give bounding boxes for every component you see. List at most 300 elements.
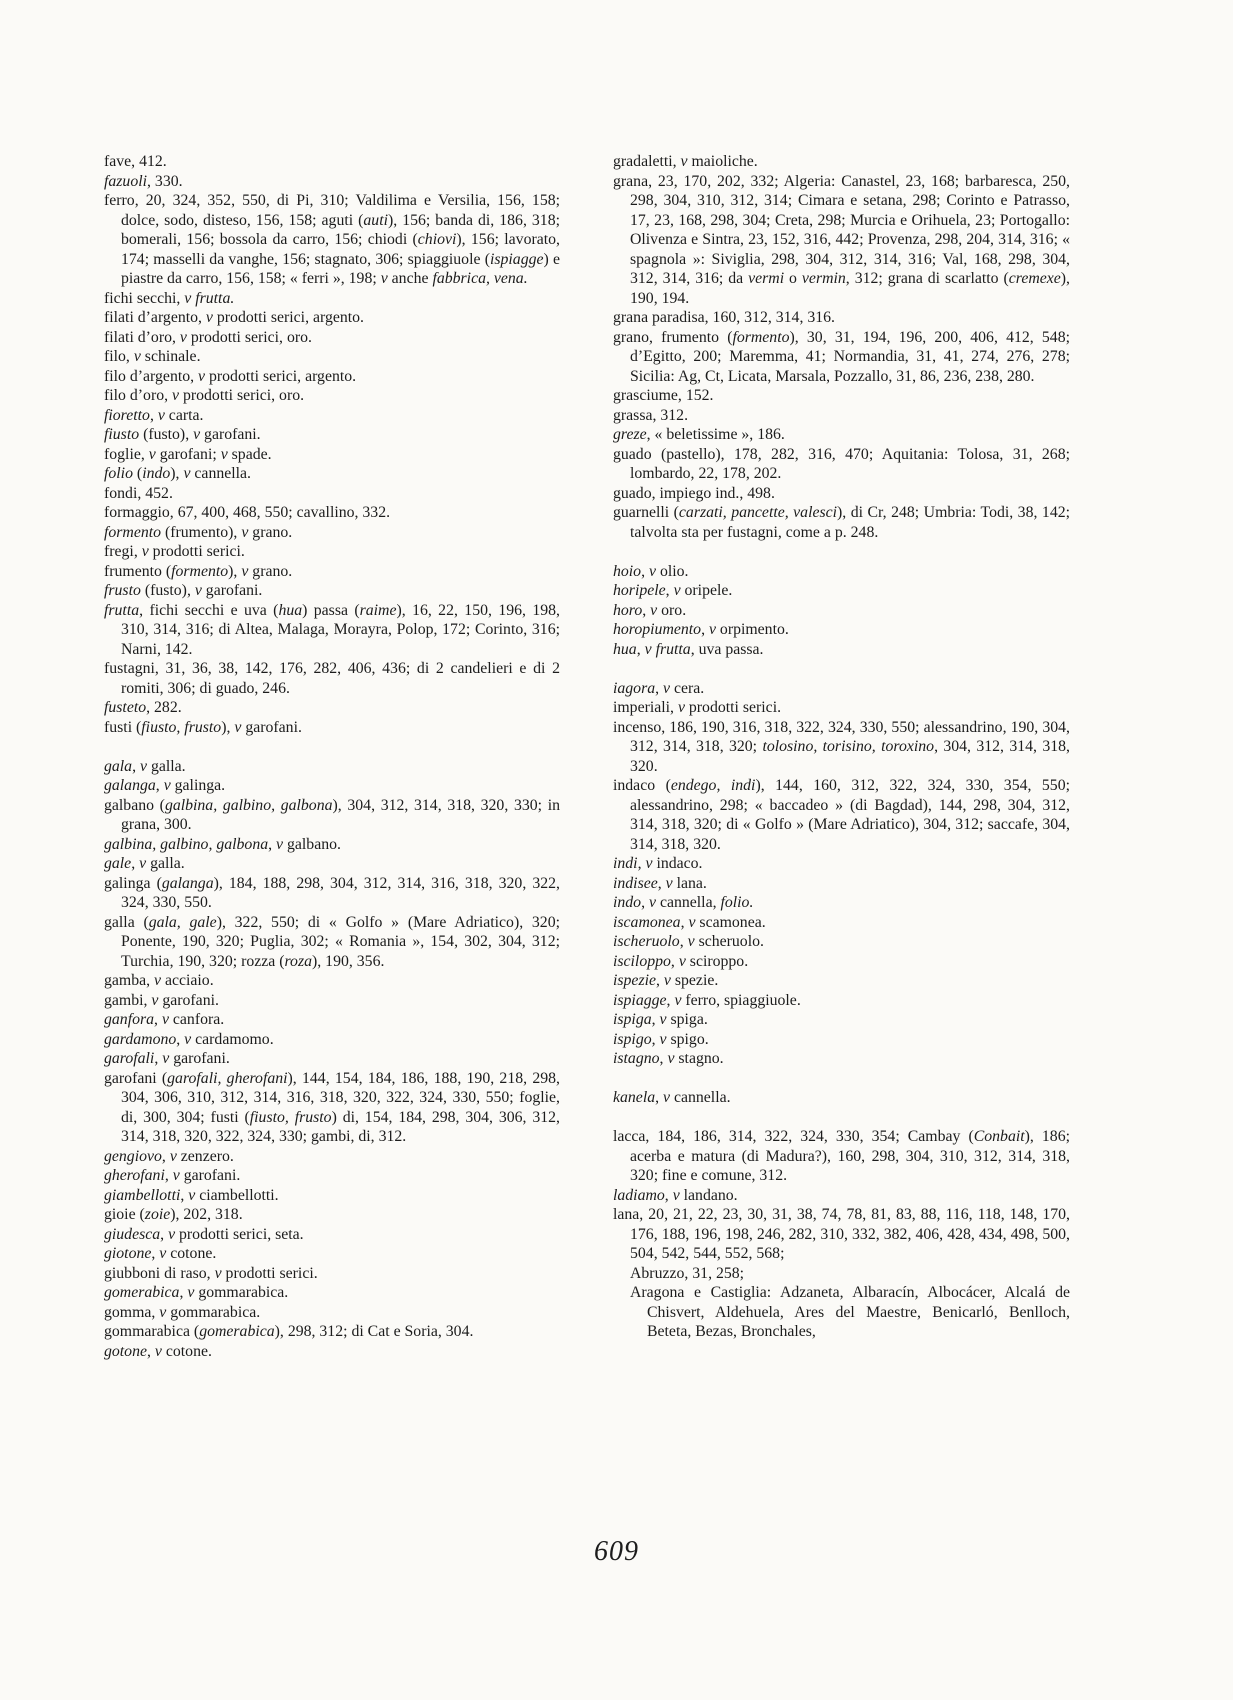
- index-text: ,: [160, 1225, 169, 1243]
- index-entry: [104, 152, 560, 172]
- index-text: o: [784, 270, 802, 287]
- index-term-italic: chiovi: [417, 231, 457, 248]
- index-entry: [613, 893, 1070, 913]
- index-text: canfora.: [168, 1011, 225, 1028]
- index-term-italic: v: [220, 445, 228, 463]
- index-text: ,: [655, 679, 664, 697]
- index-term-italic: gherofani: [104, 1167, 165, 1184]
- index-text: ,: [664, 1186, 673, 1204]
- index-term-italic: gotone: [104, 1342, 147, 1360]
- index-entry: [104, 1030, 560, 1050]
- index-text: ), di Cr, 248; Umbria: Todi, 38, 142; talvolta sta per fustagni, come a p. 248.: [630, 504, 1071, 541]
- index-term-italic: gengiovo: [104, 1147, 162, 1165]
- index-term-italic: ispiagge: [613, 991, 667, 1009]
- index-entry: [613, 1127, 1070, 1186]
- index-term-italic: kanela: [613, 1089, 656, 1106]
- index-text: garofani.: [158, 991, 219, 1009]
- index-text: ), 144, 154, 184, 186, 188, 190, 218, 298, 304, 306, 310, 312, 314, 316, 318, 320, 322, 324, 330, 550; foglie, di, 300, 304; fusti (: [121, 1069, 560, 1126]
- index-term-italic: v: [159, 1303, 167, 1321]
- index-term-italic: indisee: [613, 874, 658, 892]
- index-entry: [104, 1322, 560, 1342]
- index-term-italic: v: [159, 1245, 167, 1262]
- index-text: ,: [665, 582, 674, 599]
- index-text: lana.: [672, 874, 707, 892]
- index-term-italic: galbina, galbino, galbona: [164, 796, 333, 814]
- section-gap: [104, 737, 560, 757]
- index-entry: [104, 757, 560, 777]
- index-entry: [613, 172, 1070, 309]
- index-text: filati d’argento,: [104, 309, 206, 326]
- index-text: grassa, 312.: [613, 406, 689, 424]
- index-text: ), 144, 160, 312, 322, 324, 330, 354, 550; alessandrino, 298; « baccadeo » (di Bagdad), 144, 298, 304, 312, 314, 318, 320; di « Golfo » (Mare Adriatico), 304, 312; saccafe, 304, 314, 318, 320.: [630, 777, 1070, 853]
- index-text: schinale.: [140, 348, 201, 365]
- index-text: filo,: [104, 348, 134, 365]
- index-term-italic: v: [187, 1284, 195, 1301]
- index-term-italic: v frutta: [644, 640, 691, 658]
- index-text: prodotti serici, argento.: [205, 367, 357, 385]
- index-text: guado (pastello), 178, 282, 316, 470; Aquitania: Tolosa, 31, 268; lombardo, 22, 178, 202.: [613, 445, 1070, 482]
- index-text: ),: [170, 465, 184, 482]
- index-entry: [613, 1049, 1070, 1069]
- index-entry: [613, 152, 1070, 172]
- index-entry: [104, 406, 560, 426]
- index-text: carta.: [164, 406, 204, 424]
- index-text: prodotti serici, oro.: [186, 328, 312, 346]
- index-entry: [104, 445, 560, 465]
- page-number: 609: [594, 1536, 639, 1567]
- index-text: galla.: [146, 855, 185, 872]
- index-text: scamonea.: [695, 913, 766, 931]
- index-text: ), 322, 550; di « Golfo » (Mare Adriatico), 320; Ponente, 190, 320; Puglia, 302; « Romania », 154, 302, 304, 312; Turchia, 190, 320; rozza (: [121, 913, 560, 970]
- index-term-italic: gardamono: [104, 1030, 177, 1048]
- index-text: ), 190, 194.: [630, 270, 1071, 307]
- index-entry: [104, 1225, 560, 1245]
- index-term-italic: folio: [104, 465, 133, 482]
- index-text: giubboni di raso,: [104, 1264, 215, 1282]
- index-text: ferro, 20, 324, 352, 550, di Pi, 310; Valdilima e Versilia, 156, 158; dolce, sodo, disteso, 156, 158; aguti (: [104, 192, 560, 229]
- index-term-italic: auti: [363, 211, 388, 229]
- index-entry: [104, 308, 560, 328]
- index-term-italic: zoie: [144, 1206, 171, 1223]
- index-term-italic: v: [688, 913, 696, 931]
- index-term-italic: cremexe: [1008, 270, 1061, 287]
- index-text: ) e piastre da carro, 156, 158; « ferri », 198;: [121, 250, 560, 287]
- index-entry: [104, 542, 560, 562]
- index-text: ,: [151, 1245, 160, 1262]
- index-entry: [613, 484, 1070, 504]
- index-text: cannella,: [656, 894, 721, 911]
- index-text: ),: [228, 562, 242, 580]
- index-entry: [104, 991, 560, 1011]
- index-entry: [104, 1069, 560, 1147]
- index-term-italic: v frutta.: [184, 289, 235, 307]
- index-text: cannella.: [190, 465, 251, 482]
- index-text: anche: [387, 270, 433, 287]
- index-term-italic: gomerabica: [104, 1284, 180, 1301]
- index-entry: [104, 503, 560, 523]
- index-text: ,: [154, 1050, 163, 1067]
- index-entry: [613, 1283, 1070, 1342]
- index-text: ), 156; lavorato, 174; masselli da vanghe, 156; stagnato, 306; spiaggiuole (: [121, 231, 560, 268]
- index-term-italic: v: [650, 601, 658, 619]
- index-term-italic: ispezie: [613, 972, 656, 989]
- index-text: foglie,: [104, 445, 149, 463]
- index-term-italic: v: [672, 1186, 680, 1204]
- index-text: cardamomo.: [191, 1030, 274, 1048]
- index-term-italic: giotone: [104, 1245, 152, 1262]
- index-text: cotone.: [161, 1342, 212, 1360]
- index-text: ,: [641, 562, 649, 580]
- index-text: ), 304, 312, 314, 318, 320, 330; in grana, 300.: [121, 796, 560, 833]
- index-term-italic: v: [241, 523, 249, 541]
- index-text: ,: [149, 406, 158, 424]
- index-term-italic: formento: [732, 328, 790, 346]
- index-term-italic: v: [687, 933, 695, 950]
- index-text: ), 202, 318.: [170, 1206, 243, 1223]
- index-term-italic: gomerabica: [199, 1323, 275, 1340]
- index-entry: [104, 601, 560, 660]
- index-text: ), 16, 22, 150, 196, 198, 310, 314, 316; di Altea, Malaga, Morayra, Polop, 172; Corinto, 316; Narni, 142.: [121, 601, 560, 658]
- index-text: ferro, spiaggiuole.: [681, 991, 801, 1009]
- index-entry: [104, 328, 560, 348]
- index-term-italic: v: [276, 835, 284, 853]
- index-term-italic: horo: [613, 601, 643, 619]
- index-term-italic: horipele: [613, 582, 666, 599]
- index-term-italic: folio.: [720, 894, 754, 911]
- index-entry: [104, 1244, 560, 1264]
- index-term-italic: v: [663, 679, 671, 697]
- index-text: ,: [180, 1186, 189, 1204]
- index-text: ,: [656, 972, 664, 989]
- index-term-italic: hua: [278, 601, 303, 619]
- index-term-italic: roza: [284, 952, 313, 970]
- section-gap: [613, 1069, 1070, 1089]
- index-text: zenzero.: [176, 1147, 234, 1165]
- index-term-italic: gale: [104, 855, 132, 872]
- index-entry: [104, 191, 560, 289]
- index-term-italic: v: [179, 328, 187, 346]
- index-entry: [104, 386, 560, 406]
- index-text: prodotti serici.: [148, 543, 245, 560]
- index-entry: [613, 503, 1070, 542]
- index-text: ,: [666, 991, 675, 1009]
- index-text: maioliche.: [687, 153, 758, 170]
- index-term-italic: v: [139, 855, 147, 872]
- index-text: fichi secchi,: [104, 289, 185, 307]
- index-term-italic: v: [674, 991, 682, 1009]
- index-text: gommarabica (: [104, 1323, 200, 1340]
- index-text: garofani.: [201, 582, 263, 599]
- index-term-italic: v: [148, 445, 156, 463]
- index-entry: [613, 952, 1070, 972]
- index-entry: [613, 679, 1070, 699]
- index-text: incenso, 186, 190, 316, 318, 322, 324, 330, 550; alessandrino, 190, 304, 312, 314, 318, 320;: [613, 718, 1070, 755]
- index-entry: [613, 640, 1070, 660]
- index-entry: [104, 1147, 560, 1167]
- index-text: , fichi secchi e uva (: [139, 601, 279, 619]
- index-entry: [613, 1030, 1070, 1050]
- index-entry: [104, 796, 560, 835]
- index-entry: [613, 445, 1070, 484]
- index-term-italic: v: [172, 1167, 180, 1184]
- index-text: garofani.: [200, 426, 261, 443]
- index-text: ,: [670, 952, 679, 970]
- index-text: cotone.: [166, 1245, 217, 1262]
- index-text: gomma,: [104, 1303, 160, 1321]
- index-entry: [613, 562, 1070, 582]
- index-text: spade.: [227, 445, 272, 463]
- index-term-italic: giudesca: [104, 1225, 161, 1243]
- index-text: ,: [268, 835, 277, 853]
- index-text: orpimento.: [715, 621, 789, 638]
- index-text: ,: [659, 1050, 668, 1067]
- index-entry: [104, 854, 560, 874]
- index-text: galla (: [104, 913, 149, 931]
- index-text: lacca, 184, 186, 314, 322, 324, 330, 354; Cambay (: [613, 1128, 974, 1145]
- index-term-italic: hoio: [613, 562, 642, 580]
- index-term-italic: fabbrica, vena.: [432, 270, 528, 287]
- index-text: galla.: [147, 757, 186, 775]
- index-text: frumento (: [104, 562, 172, 580]
- index-term-italic: garofali, gherofani: [167, 1069, 288, 1087]
- index-text: stagno.: [674, 1050, 724, 1067]
- index-entry: [613, 913, 1070, 933]
- index-term-italic: v: [161, 1011, 169, 1028]
- index-term-italic: vermin: [801, 270, 846, 287]
- index-text: imperiali,: [613, 699, 678, 716]
- index-text: fave, 412.: [104, 153, 167, 170]
- index-text: cannella.: [670, 1089, 731, 1106]
- index-term-italic: v: [157, 406, 165, 424]
- index-text: , 312; grana di scarlatto (: [845, 270, 1009, 287]
- index-text: prodotti serici, argento.: [212, 309, 364, 326]
- index-text: ), 156; banda di, 186, 318; bomerali, 156; bossola da carro, 156; chiodi (: [121, 211, 560, 248]
- index-text: spigo.: [666, 1030, 709, 1048]
- index-text: garofani.: [169, 1050, 230, 1067]
- index-term-italic: v: [172, 387, 180, 404]
- index-entry: [104, 464, 560, 484]
- index-term-italic: v: [645, 855, 653, 872]
- index-entry: [104, 172, 560, 192]
- index-term-italic: indo: [613, 894, 642, 911]
- index-text: ), 30, 31, 194, 196, 200, 406, 412, 548; d’Egitto, 200; Maremma, 41; Normandia, 31, 41, 274, 276, 278; Sicilia: Ag, Ct, Licata, Marsala, Pozzallo, 31, 86, 236, 238, 280.: [630, 328, 1070, 385]
- index-text: grasciume, 152.: [613, 387, 714, 404]
- index-text: gradaletti,: [613, 153, 681, 170]
- index-text: ,: [155, 777, 164, 794]
- index-text: ), 298, 312; di Cat e Soria, 304.: [274, 1323, 474, 1340]
- index-text: Aragona e Castiglia: Adzaneta, Albaracín, Albocácer, Alcalá de Chisvert, Aldehuela, Ares del Maestre, Benicarló, Benlloch, Beteta, Bezas, Bronchales,: [630, 1284, 1070, 1340]
- index-term-italic: v: [659, 1011, 667, 1028]
- index-text: , uva passa.: [690, 640, 764, 658]
- index-term-italic: indo: [142, 465, 171, 482]
- index-term-italic: ischeruolo: [613, 933, 680, 950]
- index-term-italic: v: [659, 1030, 667, 1048]
- index-term-italic: garofali: [104, 1050, 155, 1067]
- index-entry: [613, 1264, 1070, 1284]
- index-term-italic: horopiumento: [613, 621, 702, 638]
- index-text: (fusto),: [139, 426, 194, 443]
- index-text: , « beletissime », 186.: [646, 426, 785, 443]
- index-term-italic: giambellotti: [104, 1186, 181, 1204]
- index-term-italic: gala: [104, 757, 133, 775]
- index-text: ), 190, 356.: [312, 952, 385, 970]
- index-text: ,: [655, 1089, 664, 1106]
- index-text: filo d’argento,: [104, 367, 199, 385]
- index-text: ,: [679, 933, 688, 950]
- index-text: grana paradisa, 160, 312, 314, 316.: [613, 309, 835, 326]
- index-entry: [613, 406, 1070, 426]
- index-text: ,: [680, 913, 689, 931]
- index-entry: [104, 562, 560, 582]
- index-term-italic: ganfora: [104, 1011, 155, 1028]
- index-text: grano.: [248, 562, 293, 580]
- index-entry: [104, 659, 560, 698]
- index-text: fusti (: [104, 718, 142, 736]
- index-text: formaggio, 67, 400, 468, 550; cavallino, 332.: [104, 504, 391, 521]
- index-entry: [613, 386, 1070, 406]
- index-term-italic: greze: [613, 426, 647, 443]
- index-text: landano.: [679, 1186, 738, 1204]
- index-text: lana, 20, 21, 22, 23, 30, 31, 38, 74, 78, 81, 83, 88, 116, 118, 148, 170, 176, 188, 196, 198, 246, 282, 310, 332, 382, 406, 428, 434, 498, 500, 504, 542, 544, 552, 568;: [613, 1206, 1070, 1262]
- index-term-italic: v: [140, 757, 148, 775]
- index-text: filo d’oro,: [104, 387, 173, 404]
- index-term-italic: v: [205, 309, 213, 326]
- index-term-italic: v: [665, 874, 673, 892]
- index-term-italic: frusto: [104, 582, 141, 599]
- index-text: ciambellotti.: [195, 1186, 279, 1204]
- index-entry: [104, 1342, 560, 1362]
- index-text: ,: [176, 1030, 185, 1048]
- index-entry: [104, 1049, 560, 1069]
- index-term-italic: v: [162, 1050, 170, 1067]
- index-entry: [104, 776, 560, 796]
- index-term-italic: galanga: [161, 874, 214, 892]
- index-text: (: [132, 465, 143, 482]
- index-text: garofani (: [104, 1069, 168, 1087]
- index-entry: [104, 1264, 560, 1284]
- index-text: spezie.: [670, 972, 719, 989]
- index-term-italic: v: [234, 718, 242, 736]
- index-term-italic: formento: [104, 523, 162, 541]
- index-text: ),: [221, 718, 235, 736]
- index-entry: [104, 718, 560, 738]
- index-entry: [613, 1186, 1070, 1206]
- index-term-italic: v: [663, 1089, 671, 1106]
- index-entry: [613, 620, 1070, 640]
- index-term-italic: v: [667, 1050, 675, 1067]
- index-text: guado, impiego ind., 498.: [613, 484, 775, 502]
- index-term-italic: gala, gale: [148, 913, 217, 931]
- index-term-italic: v: [680, 153, 688, 170]
- index-entry: [104, 835, 560, 855]
- index-text: olio.: [656, 562, 689, 580]
- index-term-italic: fazuoli: [104, 172, 148, 190]
- index-term-italic: ladiamo: [613, 1186, 665, 1204]
- index-text: ), 186; acerba e matura (di Madura?), 160, 298, 304, 310, 312, 314, 318, 320; fine e comune, 312.: [630, 1128, 1070, 1184]
- index-column-right: [613, 152, 1070, 1342]
- index-text: spiga.: [666, 1011, 708, 1028]
- index-text: sciroppo.: [685, 952, 749, 970]
- index-entry: [613, 601, 1070, 621]
- index-entry: [613, 425, 1070, 445]
- index-term-italic: v: [241, 562, 249, 580]
- index-term-italic: v: [214, 1264, 222, 1282]
- section-gap: [613, 1108, 1070, 1128]
- section-gap: [613, 542, 1070, 562]
- index-entry: [104, 1283, 560, 1303]
- index-entry: [104, 698, 560, 718]
- index-text: fustagni, 31, 36, 38, 142, 176, 282, 406, 436; di 2 candelieri e di 2 romiti, 306; di guado, 246.: [104, 660, 560, 697]
- index-term-italic: v: [169, 1147, 177, 1165]
- index-text: oro.: [657, 601, 687, 619]
- index-term-italic: ispigo: [613, 1030, 652, 1048]
- index-text: ,: [154, 1011, 162, 1028]
- index-term-italic: v: [163, 777, 171, 794]
- index-term-italic: isciloppo: [613, 952, 671, 970]
- index-entry: [613, 581, 1070, 601]
- index-text: ,: [657, 874, 666, 892]
- index-entry: [104, 874, 560, 913]
- index-term-italic: v: [168, 1225, 176, 1243]
- index-text: ,: [637, 855, 646, 872]
- index-entry: [613, 971, 1070, 991]
- index-entry: [104, 971, 560, 991]
- index-text: ) passa (: [302, 601, 360, 619]
- index-entry: [104, 425, 560, 445]
- index-term-italic: vermi: [748, 270, 785, 287]
- index-text: garofani.: [241, 718, 302, 736]
- index-entry: [104, 347, 560, 367]
- index-term-italic: v: [141, 543, 149, 560]
- index-term-italic: fusteto: [104, 699, 147, 716]
- index-entry: [104, 1186, 560, 1206]
- index-column-left: [104, 152, 560, 1361]
- index-term-italic: v: [677, 699, 685, 716]
- index-entry: [613, 718, 1070, 777]
- index-term-italic: galbina, galbino, galbona: [104, 835, 269, 853]
- index-text: ,: [179, 1284, 188, 1301]
- index-entry: [613, 1088, 1070, 1108]
- index-entry: [104, 1166, 560, 1186]
- index-entry: [104, 484, 560, 504]
- index-text: prodotti serici.: [221, 1264, 318, 1282]
- index-term-italic: frutta: [104, 601, 140, 619]
- index-text: grana, 23, 170, 202, 332; Algeria: Canastel, 23, 168; barbaresca, 250, 298, 304, 310, 312, 314; Cimara e setana, 298; Corinto e Patrasso, 17, 23, 168, 298, 304; Creta, 298; Murcia e Orihuela, 23; Portogallo: Olivenza e Sintra, 23, 152, 316, 442; Provenza, 298, 204, 314, 316; « spagnola »: Siviglia, 298, 304, 312, 314, 316; Val, 168, 298, 304, 312, 314, 316; da: [613, 172, 1070, 287]
- index-entry: [104, 1205, 560, 1225]
- index-term-italic: galanga: [104, 777, 156, 794]
- index-text: galinga.: [170, 777, 226, 794]
- index-text: ,: [651, 1011, 660, 1028]
- index-term-italic: v: [183, 465, 191, 482]
- index-text: indaco.: [652, 855, 703, 872]
- index-term-italic: endego, indi: [670, 777, 756, 794]
- index-entry: [104, 1010, 560, 1030]
- index-text: ,: [701, 621, 709, 638]
- index-text: garofani.: [179, 1167, 241, 1184]
- index-term-italic: hua: [613, 640, 637, 658]
- index-term-italic: v: [194, 582, 202, 599]
- index-text: grano, frumento (: [613, 328, 733, 346]
- index-entry: [613, 328, 1070, 387]
- index-text: ,: [147, 1342, 155, 1360]
- index-entry: [104, 289, 560, 309]
- index-entry: [104, 1303, 560, 1323]
- index-term-italic: v: [673, 582, 681, 599]
- index-text: ), 184, 188, 298, 304, 312, 314, 316, 318, 320, 322, 324, 330, 550.: [121, 874, 560, 911]
- index-text: Abruzzo, 31, 258;: [630, 1264, 745, 1282]
- index-term-italic: indi: [613, 855, 638, 872]
- index-text: gambi,: [104, 991, 152, 1009]
